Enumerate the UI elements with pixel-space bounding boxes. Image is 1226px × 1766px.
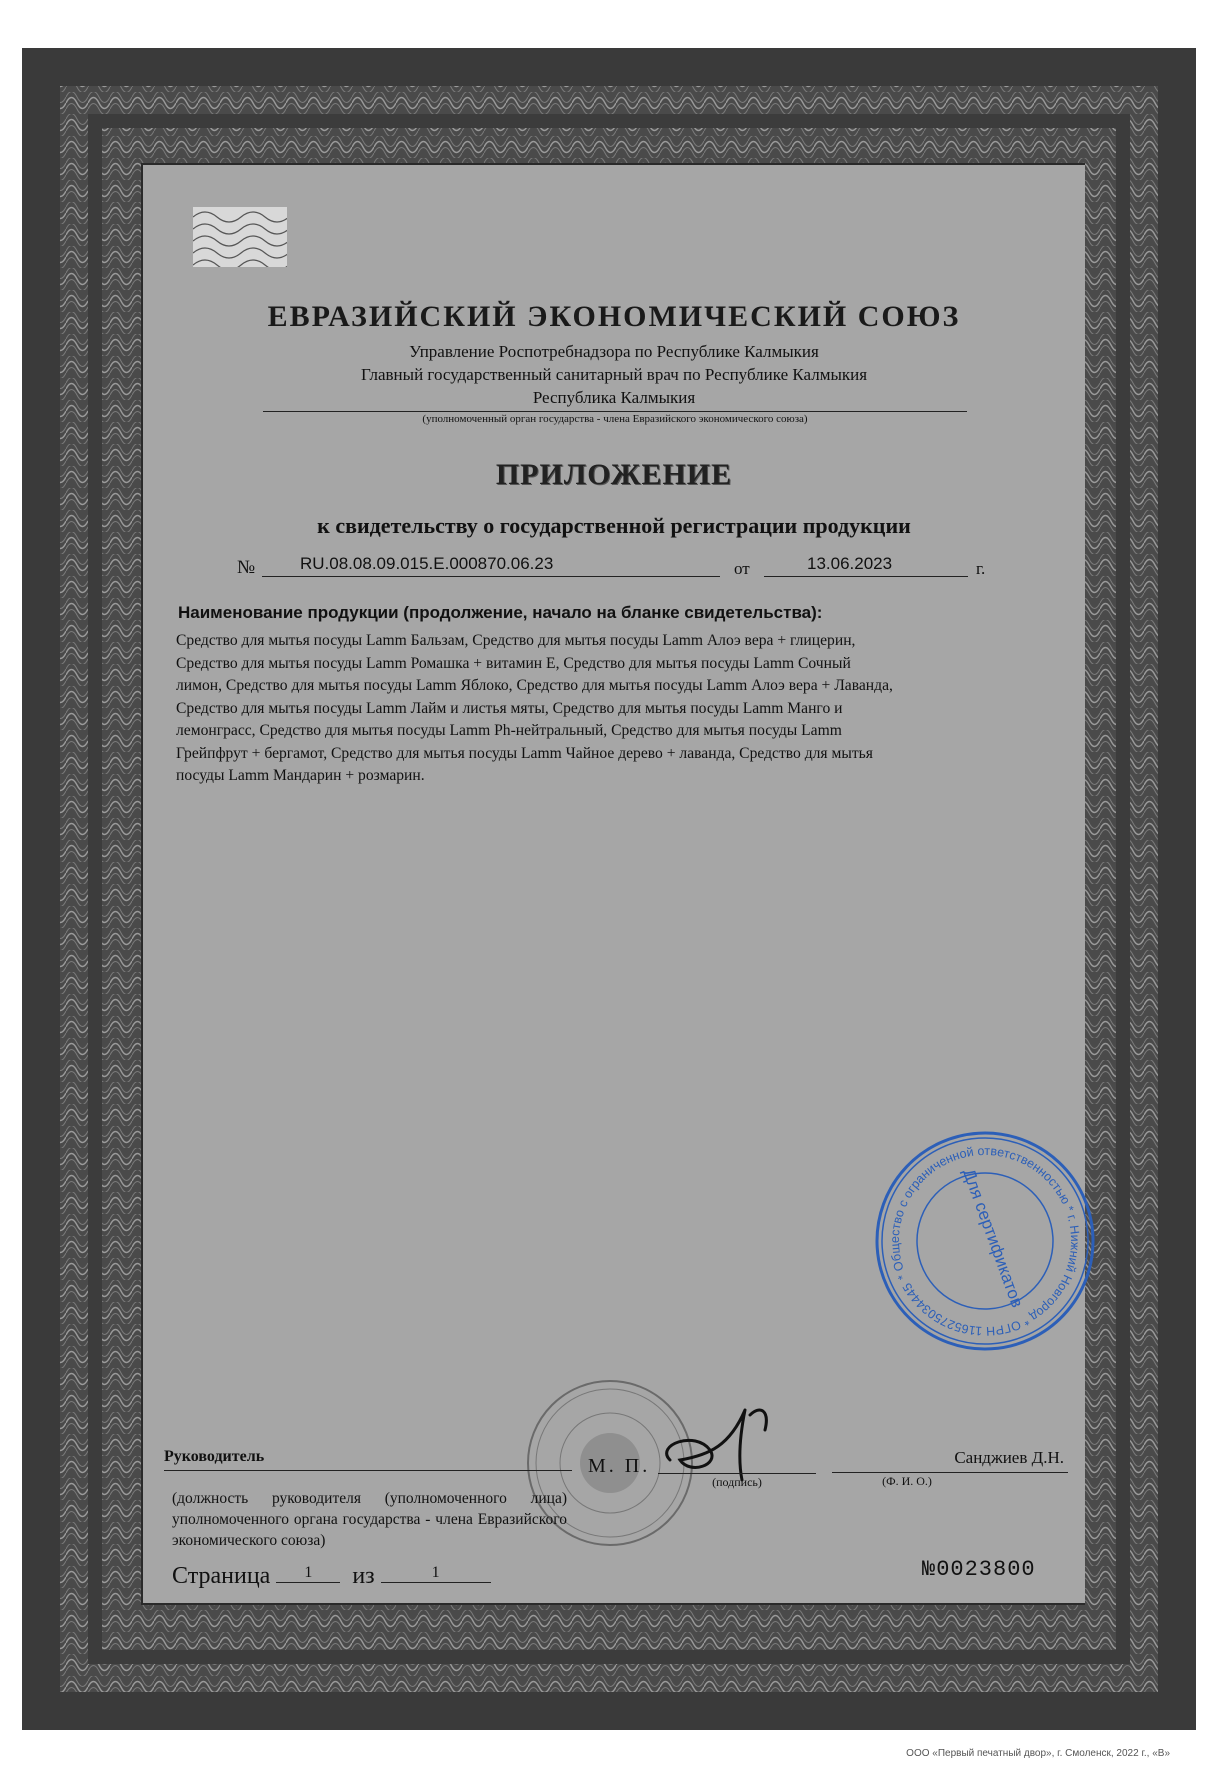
- authority-caption: (уполномоченный орган государства - члена Евразийского экономического союза): [422, 413, 808, 425]
- mp-label: М. П.: [588, 1455, 651, 1477]
- signer-name: Санджиев Д.Н.: [954, 1448, 1064, 1467]
- year-suffix: г.: [976, 559, 986, 578]
- reg-number-line: [262, 576, 720, 577]
- authority-line-1: Управление Роспотребнадзора по Республике Калмыкия: [409, 342, 819, 361]
- products-list: [176, 630, 1091, 788]
- appendix-subtitle: к свидетельству о государственной регистрации продукции: [317, 513, 911, 538]
- products-heading: Наименование продукции (продолжение, начало на бланке свидетельства):: [178, 603, 823, 622]
- page-number: 1: [276, 1564, 340, 1583]
- product-line: лимон, Средство для мытья посуды Lamm Яблоко, Средство для мытья посуды Lamm Алоэ вера + Лаванда,: [176, 677, 893, 694]
- pagination: [172, 1563, 491, 1590]
- signature-line: [658, 1473, 816, 1474]
- page-total: 1: [381, 1564, 491, 1583]
- signer-name-line: [832, 1472, 1068, 1473]
- role-title: Руководитель: [164, 1448, 265, 1465]
- form-number: №0023800: [922, 1557, 1036, 1582]
- printer-imprint: ООО «Первый печатный двор», г. Смоленск, 2022 г., «В»: [906, 1748, 1170, 1759]
- product-line: лемонграсс, Средство для мытья посуды Lamm Ph-нейтральный, Средство для мытья посуды Lamm: [176, 722, 842, 739]
- stamp-center-text: Для сертификатов: [959, 1166, 1027, 1311]
- product-line: Грейпфрут + бергамот, Средство для мытья посуды Lamm Чайное дерево + лаванда, Средство для мытья: [176, 744, 873, 762]
- product-line: Средство для мытья посуды Lamm Лайм и листья мяты, Средство для мытья посуды Lamm Манго и: [176, 699, 843, 717]
- product-line: Средство для мытья посуды Lamm Ромашка + витамин E, Средство для мытья посуды Lamm Сочный: [176, 654, 851, 672]
- role-line: [164, 1470, 572, 1471]
- signature-caption: (подпись): [712, 1475, 762, 1489]
- authority-line-2: Главный государственный санитарный врач по Республике Калмыкия: [360, 365, 868, 384]
- of-label: из: [352, 1563, 375, 1589]
- union-title: ЕВРАЗИЙСКИЙ ЭКОНОМИЧЕСКИЙ СОЮЗ: [267, 300, 961, 333]
- fio-caption: (Ф. И. О.): [882, 1474, 932, 1488]
- role-caption: (должность руководителя (уполномоченного лица) уполномоченного органа государства - члена Евразийского экономического союза): [172, 1490, 567, 1549]
- product-line: Средство для мытья посуды Lamm Бальзам, Средство для мытья посуды Lamm Алоэ вера + глицерин,: [176, 632, 856, 649]
- company-stamp: [872, 1128, 1098, 1354]
- page-label: Страница: [172, 1563, 271, 1589]
- hologram-mark: [193, 207, 287, 267]
- authority-line-3: Республика Калмыкия: [532, 388, 696, 407]
- appendix-title: ПРИЛОЖЕНИЕ: [495, 458, 733, 491]
- from-label: от: [734, 559, 750, 578]
- authority-underline: [263, 411, 967, 412]
- date-line: [764, 576, 968, 577]
- stamp-ring-text: * Общество с ограниченной ответственностью * г. Нижний Новгород * ОГРН 1165275034445: [887, 1143, 1083, 1339]
- issue-date: 13.06.2023: [807, 554, 893, 573]
- reg-number-label: №: [237, 557, 256, 578]
- product-line: посуды Lamm Мандарин + розмарин.: [176, 767, 425, 784]
- reg-number: RU.08.08.09.015.E.000870.06.23: [300, 554, 554, 573]
